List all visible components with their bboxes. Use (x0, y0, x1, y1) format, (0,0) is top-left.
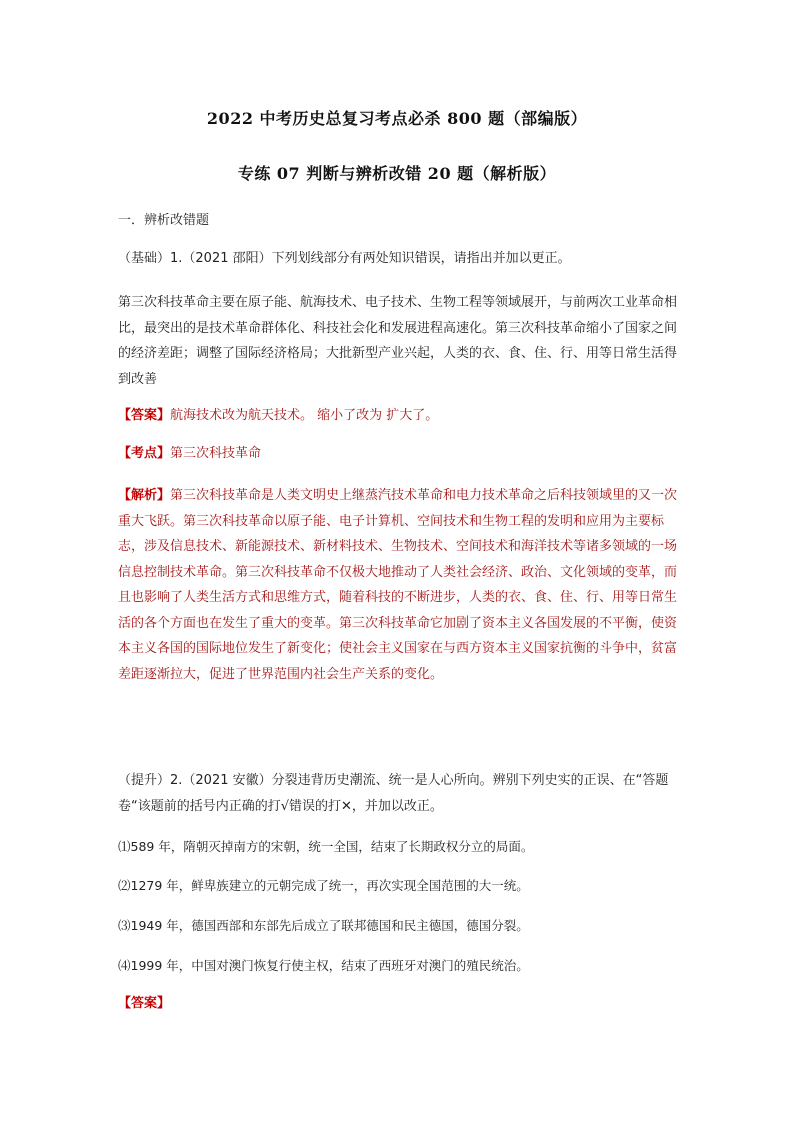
section-heading: 一．辨析改错题 (118, 213, 210, 228)
question-2-item: ⑶1949 年，德国西部和东部先后成立了联邦德国和民主德国，德国分裂。 (118, 918, 529, 933)
question-1-stem: （基础）1.（2021 邵阳）下列划线部分有两处知识错误，请指出并加以更正。 (118, 251, 571, 266)
answer-text: 航海技术改为航天技术。 缩小了改为 扩大了。 (170, 408, 439, 423)
analysis-tag: 【解析】 (118, 488, 171, 503)
question-2-item: ⑴589 年，隋朝灭掉南方的宋朝，统一全国，结束了长期政权分立的局面。 (118, 839, 534, 854)
question-1-analysis (118, 483, 678, 687)
kaodian-text: 第三次科技革命 (170, 446, 262, 461)
question-2-answer (118, 991, 678, 1017)
question-2-item: ⑵1279 年，鲜卑族建立的元朝完成了统一，再次实现全国范围的大一统。 (118, 878, 529, 893)
question-1-kaodian (118, 441, 678, 467)
kaodian-tag: 【考点】 (118, 446, 171, 461)
page-subtitle: 专练 07 判断与辨析改错 20 题（解析版） (237, 164, 557, 183)
analysis-text: 第三次科技革命是人类文明史上继蒸汽技术革命和电力技术革命之后科技领域里的又一次重大飞跃。第三次科技革命以原子能、电子计算机、空间技术和生物工程的发明和应用为主要标志，涉及信息技术、新能源技术、新材料技术、生物技术、空间技术和海洋技术等诸多领域的一场信息控制技术革命。第三次科技革命不仅极大地推动了人类社会经济、政治、文化领域的变革，而且也影响了人类生活方式和思维方式，随着科技的不断进步，人类的衣、食、住、行、用等日常生活的各个方面也在发生了重大的变革。第三次科技革命它加剧了资本主义各国发展的不平衡，使资本主义各国的国际地位发生了新变化；使社会主义国家在与西方资本主义国家抗衡的斗争中，贫富差距逐渐拉大，促进了世界范围内社会生产关系的变化。 (118, 488, 678, 682)
question-1-passage: 第三次科技革命主要在原子能、航海技术、电子技术、生物工程等领域展开，与前两次工业革命相比，最突出的是技术革命群体化、科技社会化和发展进程高速化。第三次科技革命缩小了国家之间的经济差距；调整了国际经济格局；大批新型产业兴起，人类的衣、食、住、行、用等日常生活得到改善 (118, 295, 678, 387)
question-1-answer (118, 403, 678, 429)
question-2-item: ⑷1999 年，中国对澳门恢复行使主权，结束了西班牙对澳门的殖民统治。 (118, 958, 529, 973)
question-2-stem: （提升）2.（2021 安徽）分裂违背历史潮流、统一是人心所向。辨别下列史实的正误、在“答题卷“该题前的括号内正确的打√错误的打✕，并加以改正。 (118, 773, 669, 814)
page-title: 2022 中考历史总复习考点必杀 800 题（部编版） (206, 109, 588, 128)
answer-tag: 【答案】 (118, 996, 171, 1011)
answer-tag: 【答案】 (118, 408, 171, 423)
